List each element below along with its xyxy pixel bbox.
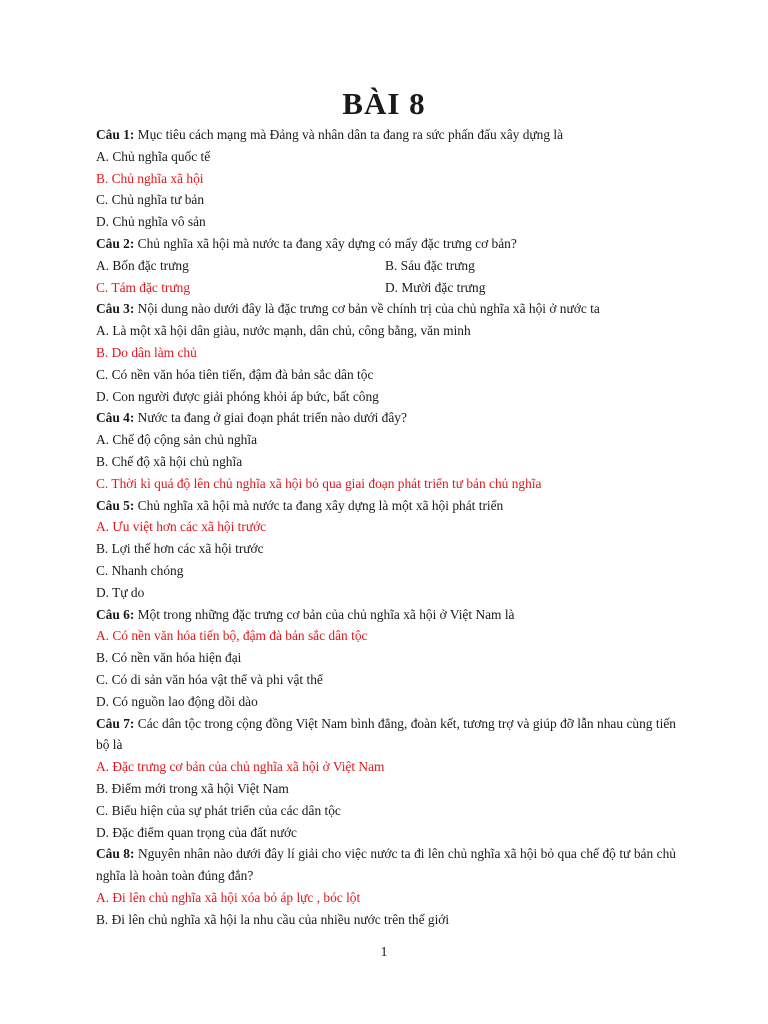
option-6b: B. Có nền văn hóa hiện đại (96, 650, 242, 666)
option-1b-correct: B. Chủ nghĩa xã hội (96, 170, 204, 186)
question-text: Nguyên nhân nào dưới đây lí giải cho việc nước ta đi lên chủ nghĩa xã hội bỏ qua chế độ tư bản chủ nghĩa là hoàn toàn đúng đắn? (96, 846, 676, 884)
question-text: Mục tiêu cách mạng mà Đảng và nhân dân ta đang ra sức phấn đấu xây dựng là (134, 127, 564, 142)
question-5 (96, 495, 676, 517)
page-title: BÀI 8 (342, 86, 426, 121)
question-number: Câu 6: (96, 606, 135, 622)
option-1a: A. Chủ nghĩa quốc tế (96, 148, 211, 164)
question-text: Nội dung nào dưới đây là đặc trưng cơ bản về chính trị của chủ nghĩa xã hội ở nước ta (134, 301, 600, 317)
question-2 (96, 233, 676, 255)
option-4c-correct: C. Thời kì quá độ lên chủ nghĩa xã hội bỏ qua giai đoạn phát triển tư bản chủ nghĩa (96, 475, 542, 491)
option-row (96, 277, 676, 299)
question-list (96, 124, 676, 930)
question-number: Câu 5: (96, 497, 135, 513)
option-5a-correct: A. Ưu việt hơn các xã hội trước (96, 519, 267, 535)
option-row (96, 255, 676, 277)
option-8a-correct: A. Đi lên chủ nghĩa xã hội xóa bỏ áp lực , bóc lột (96, 889, 361, 905)
option-3c: C. Có nền văn hóa tiên tiến, đậm đà bản sắc dân tộc (96, 366, 374, 382)
option-3d: D. Con người được giải phóng khỏi áp bức, bất công (96, 388, 379, 404)
question-4 (96, 407, 676, 429)
question-number: Câu 4: (96, 410, 135, 426)
question-text: Các dân tộc trong cộng đồng Việt Nam bình đẳng, đoàn kết, tương trợ và giúp đỡ lẫn nhau cùng tiến bộ là (96, 715, 676, 753)
question-7 (96, 713, 676, 757)
option-6c: C. Có di sản văn hóa vật thể và phi vật thể (96, 671, 323, 687)
question-text: Chủ nghĩa xã hội mà nước ta đang xây dựng là một xã hội phát triển (134, 497, 504, 513)
option-7b: B. Điểm mới trong xã hội Việt Nam (96, 780, 289, 796)
option-7c: C. Biểu hiện của sự phát triển của các dân tộc (96, 802, 341, 818)
option-1c: C. Chủ nghĩa tư bản (96, 192, 205, 208)
option-5b: B. Lợi thế hơn các xã hội trước (96, 541, 264, 557)
page-number: 1 (380, 945, 388, 960)
question-number: Câu 7: (96, 715, 135, 731)
question-number: Câu 2: (96, 235, 135, 251)
option-6d: D. Có nguồn lao động dồi dào (96, 693, 258, 709)
option-1d: D. Chủ nghĩa vô sản (96, 214, 206, 230)
question-8 (96, 843, 676, 887)
option-5c: C. Nhanh chóng (96, 562, 184, 578)
option-4a: A. Chế độ cộng sản chủ nghĩa (96, 432, 258, 448)
option-8b: B. Đi lên chủ nghĩa xã hội la nhu cầu của nhiều nước trên thế giới (96, 911, 450, 927)
option-3a: A. Là một xã hội dân giàu, nước mạnh, dân chủ, công bằng, văn minh (96, 323, 471, 339)
question-number: Câu 3: (96, 301, 135, 317)
question-text: Nước ta đang ở giai đoạn phát triển nào dưới đây? (134, 410, 407, 426)
option-2c-correct: C. Tám đặc trưng (96, 279, 191, 295)
question-number: Câu 8: (96, 846, 135, 862)
option-7a-correct: A. Đặc trưng cơ bản của chủ nghĩa xã hội ở Việt Nam (96, 759, 385, 775)
option-4b: B. Chế độ xã hội chủ nghĩa (96, 453, 243, 469)
question-text: Chủ nghĩa xã hội mà nước ta đang xây dựng có mấy đặc trưng cơ bản? (134, 235, 517, 251)
option-3b-correct: B. Do dân làm chủ (96, 344, 197, 360)
option-2a: A. Bốn đặc trưng (96, 257, 189, 273)
option-5d: D. Tự do (96, 584, 145, 600)
option-2b: B. Sáu đặc trưng (385, 257, 475, 273)
question-number: Câu 1: (96, 127, 135, 142)
option-6a-correct: A. Có nền văn hóa tiến bộ, đậm đà bản sắc dân tộc (96, 628, 368, 644)
question-3 (96, 298, 676, 320)
option-2d: D. Mười đặc trưng (385, 279, 486, 295)
question-1 (96, 124, 676, 146)
question-text: Một trong những đặc trưng cơ bản của chủ nghĩa xã hội ở Việt Nam là (134, 606, 515, 622)
option-7d: D. Đặc điểm quan trọng của đất nước (96, 824, 297, 840)
question-6 (96, 604, 676, 626)
